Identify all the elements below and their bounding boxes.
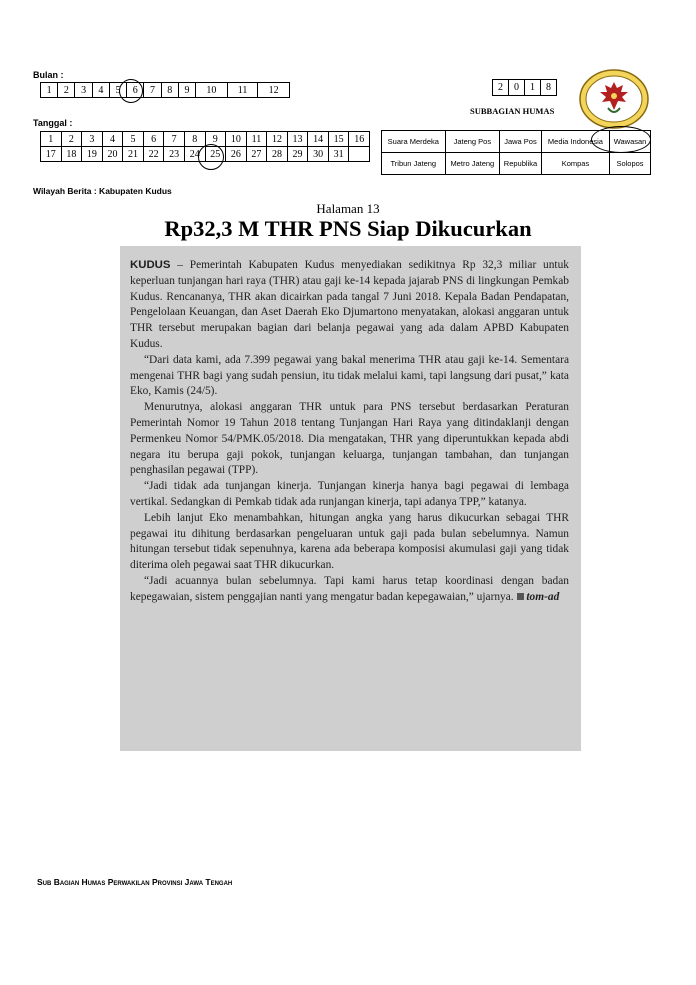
year-digit-cell: 0 [509, 80, 525, 96]
byline: tom-ad [526, 590, 560, 603]
date-cell: 6 [143, 132, 164, 147]
month-cell: 10 [196, 83, 228, 98]
month-selection-circle [119, 79, 143, 103]
date-cell: 8 [184, 132, 205, 147]
date-cell: 15 [328, 132, 349, 147]
month-cell: 8 [161, 83, 178, 98]
media-cell: Metro Jateng [445, 153, 499, 175]
date-cell: 10 [226, 132, 247, 147]
month-cell: 5 [109, 83, 126, 98]
dateline: KUDUS [130, 259, 171, 271]
media-cell: Jawa Pos [500, 131, 542, 153]
date-cell: 17 [41, 147, 62, 162]
footer: Sub Bagian Humas Perwakilan Provinsi Jawa Tengah [37, 877, 233, 887]
date-cell: 9 [205, 132, 226, 147]
month-cell: 7 [144, 83, 161, 98]
media-cell: Tribun Jateng [382, 153, 446, 175]
date-cell: 13 [287, 132, 308, 147]
date-cell: 26 [226, 147, 247, 162]
date-selection-circle [198, 144, 224, 170]
garuda-emblem-icon [578, 68, 650, 130]
month-cell: 2 [58, 83, 75, 98]
date-cell: 25 [205, 147, 226, 162]
date-cell: 31 [328, 147, 349, 162]
wilayah-berita: Wilayah Berita : Kabupaten Kudus [33, 186, 172, 196]
month-cell: 12 [258, 83, 290, 98]
tanggal-label: Tanggal : [33, 118, 73, 128]
article-paragraph-5: Lebih lanjut Eko menambahkan, hitungan angka yang harus dikucurkan sebagai THR pegawai itu dihitung berdasarkan pengeluaran untuk gaji pada bulan sebelumnya. Namun hitungan tersebut tidak sepenuhnya, karena ada beberapa komposisi akumulasi gaji yang tidak diterima oleh pegawai saat THR dikucurkan. [130, 511, 569, 572]
date-cell: 1 [41, 132, 62, 147]
month-cell: 9 [178, 83, 195, 98]
media-selection-circle [591, 126, 651, 153]
year-box [492, 79, 557, 96]
date-cell: 19 [82, 147, 103, 162]
date-cell: 23 [164, 147, 185, 162]
year-digit-cell: 1 [525, 80, 541, 96]
date-cell: 4 [102, 132, 123, 147]
headline: Rp32,3 M THR PNS Siap Dikucurkan [164, 216, 532, 241]
media-cell: Republika [500, 153, 542, 175]
date-cell: 24 [184, 147, 205, 162]
month-cell: 6 [127, 83, 144, 98]
month-cell: 11 [227, 83, 258, 98]
month-cell: 4 [92, 83, 109, 98]
media-cell: Wawasan [610, 131, 651, 153]
month-cell: 3 [75, 83, 92, 98]
year-digit-cell: 2 [493, 80, 509, 96]
date-cell [349, 147, 370, 162]
date-cell: 16 [349, 132, 370, 147]
date-cell: 5 [123, 132, 144, 147]
article-clipping [120, 246, 581, 751]
date-cell: 12 [267, 132, 288, 147]
date-cell: 14 [308, 132, 329, 147]
date-cell: 11 [246, 132, 267, 147]
date-cell: 18 [61, 147, 82, 162]
date-cell: 20 [102, 147, 123, 162]
date-cell: 30 [308, 147, 329, 162]
article-paragraph-4: “Jadi tidak ada tunjangan kinerja. Tunjangan kinerja hanya bagi pegawai di lembaga vertikal. Sedangkan di Pemkab tidak ada runjangan kinerja, tapi adanya TPP,” katanya. [130, 480, 569, 508]
date-cell: 28 [267, 147, 288, 162]
year-digit-cell: 8 [541, 80, 557, 96]
date-cell: 27 [246, 147, 267, 162]
media-cell: Media Indonesia [541, 131, 609, 153]
org-name: SUBBAGIAN HUMAS [470, 106, 555, 116]
media-cell: Solopos [610, 153, 651, 175]
date-cell: 21 [123, 147, 144, 162]
date-cell: 22 [143, 147, 164, 162]
end-mark-icon [517, 593, 524, 600]
date-cell: 3 [82, 132, 103, 147]
month-cell: 1 [41, 83, 58, 98]
article-paragraph-6: “Jadi acuannya bulan sebelumnya. Tapi kami harus tetap koordinasi dengan badan kepegawaian, sistem penggajian nanti yang mengatur badan kepegawaian,” ujarnya. tom-ad [130, 574, 569, 603]
media-cell: Jateng Pos [445, 131, 499, 153]
article-paragraph-2: “Dari data kami, ada 7.399 pegawai yang bakal menerima THR atau gaji ke-14. Sementara mengenai THR bagi yang sudah pensiun, itu tidak melalui kami, tapi langsung dari pusat,” kata Eko, Kamis (24/5). [130, 353, 569, 398]
page-number: Halaman 13 [316, 201, 380, 216]
media-cell: Suara Merdeka [382, 131, 446, 153]
month-grid [40, 82, 290, 98]
bulan-label: Bulan : [33, 70, 64, 80]
article-paragraph-3: Menurutnya, alokasi anggaran THR untuk para PNS tersebut berdasarkan Peraturan Pemerintah Nomor 19 Tahun 2018 tentang Tunjangan Hari Raya yang ditindaklanji dengan Permenkeu Nomor 54/PMK.05/2018. Dia mengatakan, THR yang diperuntukkan kepada abdi negara itu berupa gaji pokok, tunjangan keluarga, tunjangan tambahan, dan tunjangan penghasilan pegawai (TPP). [130, 401, 569, 477]
media-cell: Kompas [541, 153, 609, 175]
date-cell: 29 [287, 147, 308, 162]
date-cell: 7 [164, 132, 185, 147]
date-cell: 2 [61, 132, 82, 147]
article-paragraph-1: KUDUS – Pemerintah Kabupaten Kudus menyediakan sedikitnya Rp 32,3 miliar untuk keperluan tunjangan hari raya (THR) atau gaji ke-14 kepada jajarab PNS di lingkungan Pemkab Kudus. Rencananya, THR akan dicairkan pada tangal 7 Juni 2018. Kepala Badan Pendapatan, Pengelolaan Keuangan, dan Aset Daerah Eko Djumartono menyatakan, alokasi anggaran untuk THR tersebut merupakan bagian dari belanja pegawai yang ada dalam APBD Kabupaten Kudus. [130, 259, 569, 350]
